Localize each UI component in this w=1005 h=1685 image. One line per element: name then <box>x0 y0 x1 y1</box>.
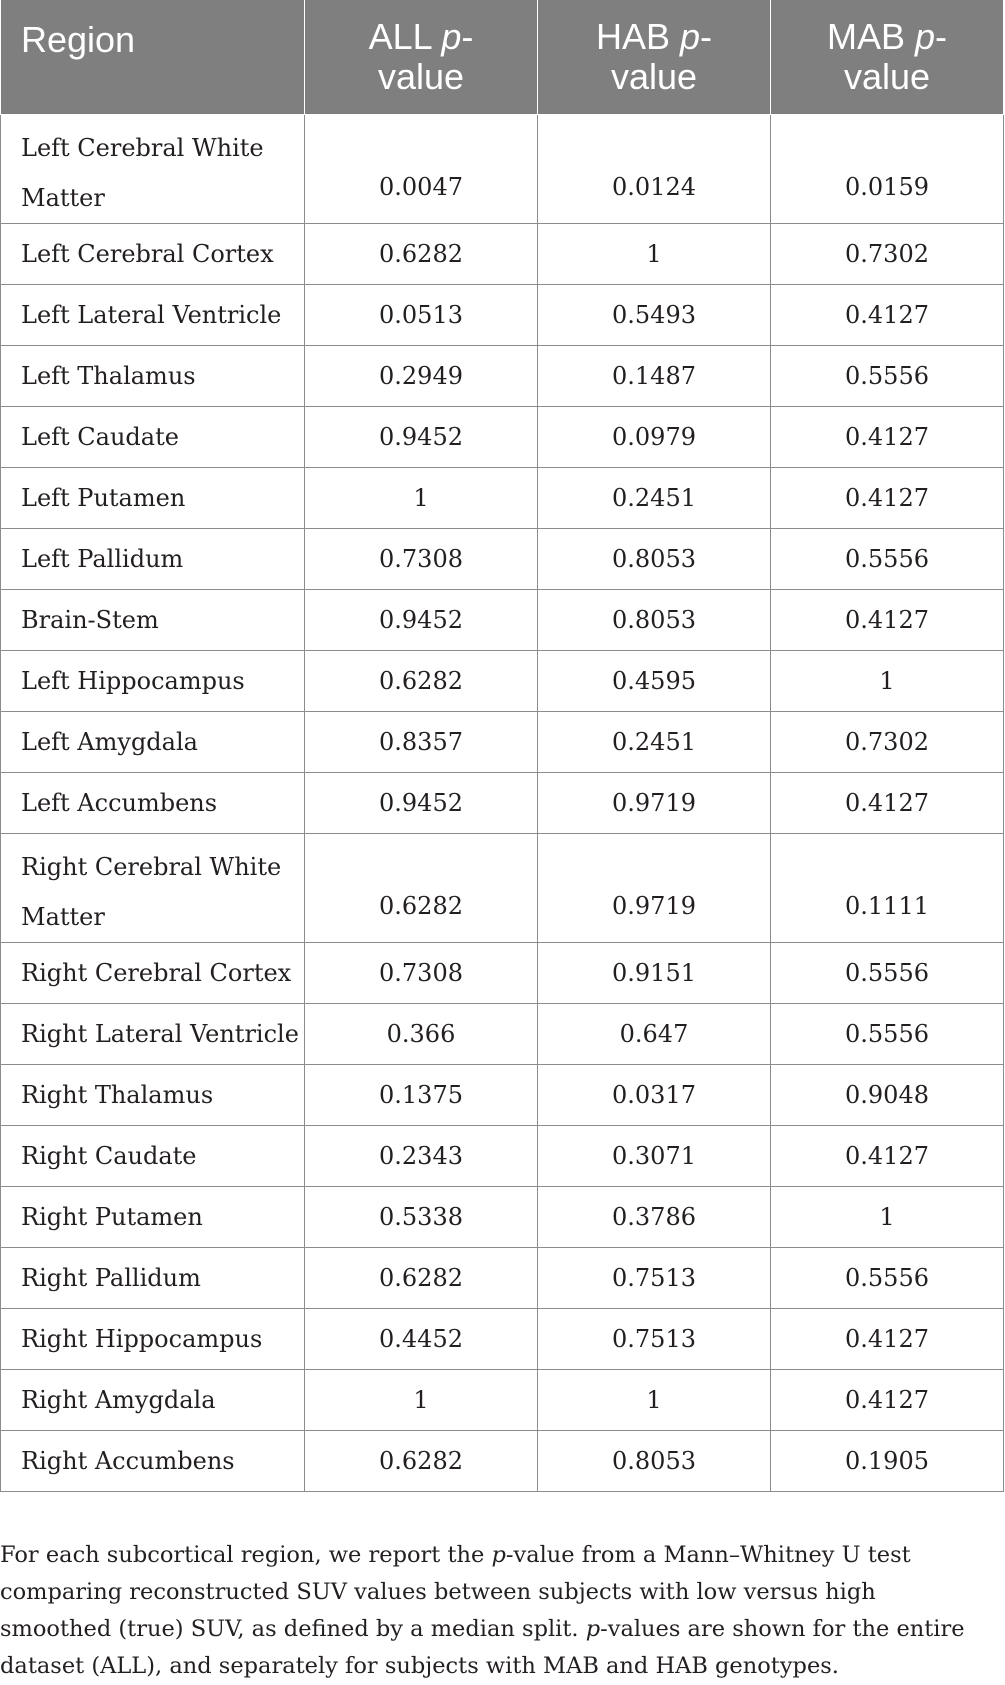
region-cell: Left Lateral Ventricle <box>1 284 305 345</box>
hab-p-value-cell: 0.7513 <box>538 1247 771 1308</box>
mab-p-value-cell: 0.4127 <box>771 1125 1004 1186</box>
mab-p-value-cell: 0.5556 <box>771 1247 1004 1308</box>
hab-p-value-cell: 1 <box>538 223 771 284</box>
table-body <box>1 114 1004 1491</box>
hab-p-value-cell: 0.1487 <box>538 345 771 406</box>
hab-p-value-cell: 0.8053 <box>538 589 771 650</box>
table-row <box>1 1430 1004 1491</box>
header-all-prefix: ALL <box>368 15 442 57</box>
mab-p-value-cell: 0.0159 <box>771 114 1004 223</box>
header-mab-suffix: -value <box>843 15 948 97</box>
table-row <box>1 345 1004 406</box>
all-p-value-cell: 0.2343 <box>305 1125 538 1186</box>
table-row <box>1 1064 1004 1125</box>
region-cell: Right Cerebral Cortex <box>1 942 305 1003</box>
hab-p-value-cell: 0.4595 <box>538 650 771 711</box>
mab-p-value-cell: 0.1111 <box>771 833 1004 942</box>
mab-p-value-cell: 0.4127 <box>771 406 1004 467</box>
all-p-value-cell: 0.6282 <box>305 223 538 284</box>
mab-p-value-cell: 1 <box>771 650 1004 711</box>
all-p-value-cell: 0.9452 <box>305 406 538 467</box>
hab-p-value-cell: 0.2451 <box>538 711 771 772</box>
header-hab-prefix: HAB <box>595 15 680 57</box>
table-row <box>1 1369 1004 1430</box>
region-cell: Left Accumbens <box>1 772 305 833</box>
hab-p-value-cell: 0.8053 <box>538 528 771 589</box>
hab-p-value-cell: 0.9719 <box>538 772 771 833</box>
table-row <box>1 223 1004 284</box>
all-p-value-cell: 0.7308 <box>305 942 538 1003</box>
mab-p-value-cell: 1 <box>771 1186 1004 1247</box>
hab-p-value-cell: 0.2451 <box>538 467 771 528</box>
mab-p-value-cell: 0.7302 <box>771 711 1004 772</box>
table-row <box>1 772 1004 833</box>
region-cell: Right Accumbens <box>1 1430 305 1491</box>
region-cell: Brain-Stem <box>1 589 305 650</box>
table-row <box>1 528 1004 589</box>
all-p-value-cell: 1 <box>305 1369 538 1430</box>
all-p-value-cell: 0.9452 <box>305 589 538 650</box>
region-cell: Right Hippocampus <box>1 1308 305 1369</box>
header-mab-prefix: MAB <box>826 15 915 57</box>
table-row <box>1 467 1004 528</box>
footnote-text-3: -values are shown for the entire dataset (ALL), and separately for subjects with MAB and HAB genotypes. <box>0 1615 965 1679</box>
mab-p-value-cell: 0.5556 <box>771 942 1004 1003</box>
region-cell: Left Amygdala <box>1 711 305 772</box>
mab-p-value-cell: 0.4127 <box>771 772 1004 833</box>
hab-p-value-cell: 0.9151 <box>538 942 771 1003</box>
region-cell: Left Cerebral White Matter <box>1 114 305 223</box>
region-cell: Left Cerebral Cortex <box>1 223 305 284</box>
header-mab-p-value <box>771 0 1004 114</box>
header-hab-suffix: -value <box>610 15 713 97</box>
table-footnote <box>0 1537 990 1685</box>
all-p-value-cell: 0.1375 <box>305 1064 538 1125</box>
region-cell: Left Caudate <box>1 406 305 467</box>
footnote-text-1: For each subcortical region, we report the <box>0 1541 492 1568</box>
region-cell: Left Thalamus <box>1 345 305 406</box>
mab-p-value-cell: 0.4127 <box>771 467 1004 528</box>
hab-p-value-cell: 0.3786 <box>538 1186 771 1247</box>
mab-p-value-cell: 0.4127 <box>771 1308 1004 1369</box>
all-p-value-cell: 0.7308 <box>305 528 538 589</box>
region-cell: Right Pallidum <box>1 1247 305 1308</box>
all-p-value-cell: 0.6282 <box>305 1247 538 1308</box>
mab-p-value-cell: 0.5556 <box>771 345 1004 406</box>
region-cell: Right Amygdala <box>1 1369 305 1430</box>
region-cell: Right Putamen <box>1 1186 305 1247</box>
table-row <box>1 589 1004 650</box>
header-hab-p-value <box>538 0 771 114</box>
all-p-value-cell: 0.2949 <box>305 345 538 406</box>
region-cell: Right Cerebral White Matter <box>1 833 305 942</box>
table-row <box>1 1125 1004 1186</box>
hab-p-value-cell: 1 <box>538 1369 771 1430</box>
table-row <box>1 1247 1004 1308</box>
table-row <box>1 114 1004 223</box>
hab-p-value-cell: 0.0124 <box>538 114 771 223</box>
table-row <box>1 406 1004 467</box>
mab-p-value-cell: 0.5556 <box>771 528 1004 589</box>
region-cell: Left Hippocampus <box>1 650 305 711</box>
footnote-text-2: -value from a Mann–Whitney U test comparing reconstructed SUV values between subjects with low versus high smoothed (true) SUV, as defined by a median split. <box>0 1541 911 1642</box>
header-all-p-value <box>305 0 538 114</box>
mab-p-value-cell: 0.4127 <box>771 1369 1004 1430</box>
all-p-value-cell: 0.5338 <box>305 1186 538 1247</box>
hab-p-value-cell: 0.0317 <box>538 1064 771 1125</box>
all-p-value-cell: 0.0047 <box>305 114 538 223</box>
mab-p-value-cell: 0.9048 <box>771 1064 1004 1125</box>
mab-p-value-cell: 0.7302 <box>771 223 1004 284</box>
mab-p-value-cell: 0.1905 <box>771 1430 1004 1491</box>
all-p-value-cell: 0.0513 <box>305 284 538 345</box>
all-p-value-cell: 0.6282 <box>305 833 538 942</box>
hab-p-value-cell: 0.8053 <box>538 1430 771 1491</box>
hab-p-value-cell: 0.5493 <box>538 284 771 345</box>
header-all-suffix: -value <box>377 15 474 97</box>
header-row <box>1 0 1004 114</box>
all-p-value-cell: 0.9452 <box>305 772 538 833</box>
table-row <box>1 833 1004 942</box>
hab-p-value-cell: 0.7513 <box>538 1308 771 1369</box>
mab-p-value-cell: 0.4127 <box>771 284 1004 345</box>
mab-p-value-cell: 0.5556 <box>771 1003 1004 1064</box>
all-p-value-cell: 0.366 <box>305 1003 538 1064</box>
region-cell: Left Pallidum <box>1 528 305 589</box>
mab-p-value-cell: 0.4127 <box>771 589 1004 650</box>
hab-p-value-cell: 0.9719 <box>538 833 771 942</box>
region-cell: Right Thalamus <box>1 1064 305 1125</box>
footnote-italic-p-1: p <box>491 1541 506 1568</box>
region-cell: Right Caudate <box>1 1125 305 1186</box>
table-row <box>1 1308 1004 1369</box>
header-region: Region <box>1 0 305 114</box>
table-header <box>1 0 1004 114</box>
table-row <box>1 650 1004 711</box>
header-mab-italic-p: p <box>914 15 936 57</box>
all-p-value-cell: 1 <box>305 467 538 528</box>
table-row <box>1 1186 1004 1247</box>
header-all-italic-p: p <box>441 15 462 57</box>
all-p-value-cell: 0.8357 <box>305 711 538 772</box>
all-p-value-cell: 0.6282 <box>305 650 538 711</box>
table-row <box>1 1003 1004 1064</box>
table-row <box>1 711 1004 772</box>
table-row <box>1 284 1004 345</box>
all-p-value-cell: 0.4452 <box>305 1308 538 1369</box>
hab-p-value-cell: 0.0979 <box>538 406 771 467</box>
region-cell: Left Putamen <box>1 467 305 528</box>
header-hab-italic-p: p <box>680 15 701 57</box>
hab-p-value-cell: 0.647 <box>538 1003 771 1064</box>
all-p-value-cell: 0.6282 <box>305 1430 538 1491</box>
region-cell: Right Lateral Ventricle <box>1 1003 305 1064</box>
table-row <box>1 942 1004 1003</box>
footnote-italic-p-2: p <box>585 1615 601 1642</box>
hab-p-value-cell: 0.3071 <box>538 1125 771 1186</box>
